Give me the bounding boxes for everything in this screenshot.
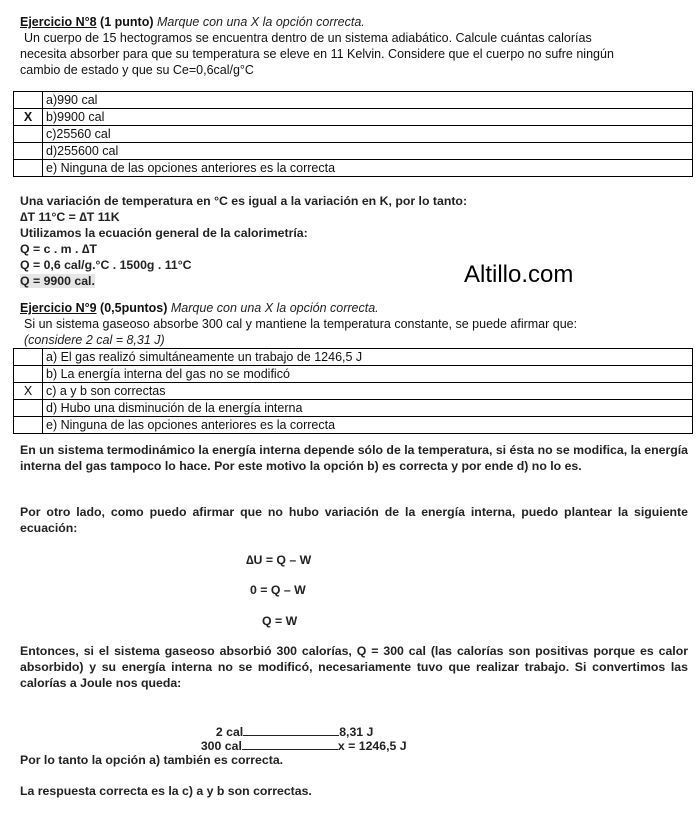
conversion-left: 2 cal <box>215 725 244 739</box>
ex9-instruction: Marque con una X la opción correcta. <box>170 301 379 315</box>
ex9-conclusion <box>20 783 688 799</box>
equation-1: ∆U = Q – W <box>246 553 312 567</box>
option-mark <box>14 143 43 160</box>
option-text: a)990 cal <box>43 92 693 109</box>
option-mark <box>14 92 43 109</box>
paragraph-text: En un sistema termodinámico la energía interna depende sólo de la temperatura, si ésta no se modifica, la energía interna del gas tampoco lo hace. Por este motivo la opción b) es correcta y por ende d) no lo es. <box>20 443 688 473</box>
ex9-paragraph-4 <box>20 752 688 768</box>
solution-line: Q = 0,6 cal/g.°C . 1500g . 11°C <box>20 258 192 272</box>
option-text: a) El gas realizó simultáneamente un trabajo de 1246,5 J <box>43 349 693 366</box>
ex9-header <box>20 300 690 316</box>
table-row <box>14 349 693 366</box>
paragraph-text: Por lo tanto la opción a) también es correcta. <box>20 753 284 767</box>
option-mark: X <box>14 383 43 400</box>
ex9-paragraph-2 <box>20 504 688 536</box>
option-mark <box>14 400 43 417</box>
watermark-logo: Altillo.com <box>464 261 574 288</box>
conversion-right: 8,31 J <box>339 725 374 739</box>
ex8-result: Q = 9900 cal. <box>20 274 95 288</box>
table-row <box>14 417 693 434</box>
option-mark <box>14 126 43 143</box>
table-row <box>14 126 693 143</box>
ex8-statement-line: Un cuerpo de 15 hectogramos se encuentra dentro de un sistema adiabático. Calcule cuántas calorías <box>24 31 592 45</box>
ex8-instruction: Marque con una X la opción correcta. <box>157 15 365 29</box>
conversion-underline <box>242 737 338 750</box>
option-text: c) a y b son correctas <box>43 383 693 400</box>
ex9-statement-note: (considere 2 cal = 8,31 J) <box>24 333 165 347</box>
ex8-title: Ejercicio N°8 <box>20 15 97 29</box>
ex9-paragraph-3 <box>20 643 688 691</box>
ex8-statement-line: necesita absorber para que su temperatura se eleve en 11 Kelvin. Considere que el cuerpo no sufre ningún <box>20 47 614 61</box>
equation-2: 0 = Q – W <box>250 583 306 597</box>
ex8-options-table <box>13 91 693 177</box>
table-row <box>14 143 693 160</box>
conversion-line-2 <box>194 721 407 754</box>
ex9-options-table <box>13 348 693 434</box>
conversion-left: 300 cal <box>200 739 242 753</box>
option-text: e) Ninguna de las opciones anteriores es la correcta <box>43 160 693 177</box>
solution-line: Q = c . m . ∆T <box>20 242 97 256</box>
option-text: c)25560 cal <box>43 126 693 143</box>
solution-line: Utilizamos la ecuación general de la calorimetría: <box>20 226 308 240</box>
ex8-solution <box>20 193 690 289</box>
option-text: b)9900 cal <box>43 109 693 126</box>
table-row <box>14 366 693 383</box>
ex8-points: (1 punto) <box>100 15 154 29</box>
option-mark <box>14 366 43 383</box>
option-mark <box>14 160 43 177</box>
ex8-statement-line: cambio de estado y que su Ce=0,6cal/g°C <box>20 63 254 77</box>
solution-line: ∆T 11°C = ∆T 11K <box>20 210 120 224</box>
ex9-statement-line: Si un sistema gaseoso absorbe 300 cal y mantiene la temperatura constante, se puede afirmar que: <box>24 317 578 331</box>
solution-line: Una variación de temperatura en °C es igual a la variación en K, por lo tanto: <box>20 194 468 208</box>
table-row <box>14 109 693 126</box>
conclusion-text: La respuesta correcta es la c) a y b son correctas. <box>20 784 312 798</box>
option-text: b) La energía interna del gas no se modificó <box>43 366 693 383</box>
conversion-right: x = 1246,5 J <box>337 739 407 753</box>
equation-3: Q = W <box>262 614 298 628</box>
ex8-header <box>20 14 690 30</box>
option-text: d)255600 cal <box>43 143 693 160</box>
option-mark <box>14 349 43 366</box>
option-text: e) Ninguna de las opciones anteriores es la correcta <box>43 417 693 434</box>
option-mark <box>14 417 43 434</box>
table-row <box>14 160 693 177</box>
table-row <box>14 400 693 417</box>
ex9-points: (0,5puntos) <box>100 301 168 315</box>
paragraph-text: Entonces, si el sistema gaseoso absorbió 300 calorías, Q = 300 cal (las calorías son positivas porque es calor absorbido) y su energía interna no se modificó, necesariamente tuvo que realizar trabajo. Si convertimos las calorías a Joule nos queda: <box>20 644 688 690</box>
option-mark: X <box>14 109 43 126</box>
ex9-statement <box>24 316 690 348</box>
option-text: d) Hubo una disminución de la energía interna <box>43 400 693 417</box>
ex9-paragraph-1 <box>20 442 688 474</box>
paragraph-text: Por otro lado, como puedo afirmar que no hubo variación de la energía interna, puedo plantear la siguiente ecuación: <box>20 505 688 535</box>
table-row <box>14 92 693 109</box>
ex9-title: Ejercicio N°9 <box>20 301 97 315</box>
ex8-statement <box>20 30 690 78</box>
table-row <box>14 383 693 400</box>
